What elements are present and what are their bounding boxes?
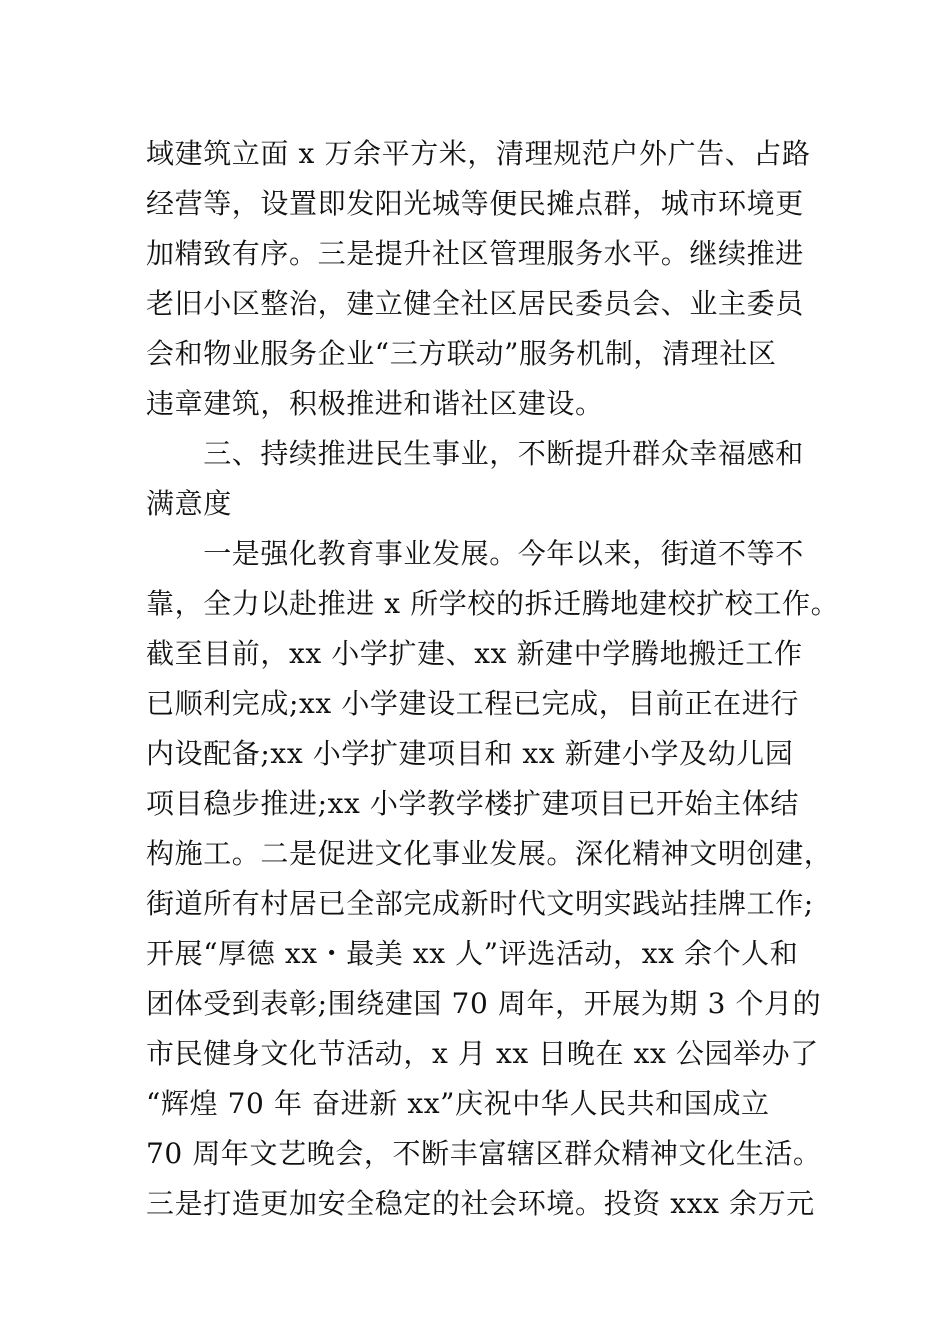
text-line: 70 周年文艺晚会，不断丰富辖区群众精神文化生活。 [146, 1137, 822, 1170]
text-line: 构施工。二是促进文化事业发展。深化精神文明创建， [146, 837, 833, 870]
text-line: 内设配备;xx 小学扩建项目和 xx 新建小学及幼儿园 [146, 737, 794, 770]
text-line: 一是强化教育事业发展。今年以来，街道不等不 [146, 537, 804, 570]
text-line: 街道所有村居已全部完成新时代文明实践站挂牌工作; [146, 887, 814, 920]
text-line: 已顺利完成;xx 小学建设工程已完成，目前正在进行 [146, 687, 799, 720]
text-line: 靠，全力以赴推进 x 所学校的拆迁腾地建校扩校工作。 [146, 587, 840, 620]
text-line: 老旧小区整治，建立健全社区居民委员会、业主委员 [146, 287, 804, 320]
text-line: 截至目前，xx 小学扩建、xx 新建中学腾地搬迁工作 [146, 637, 803, 670]
text-line: 三是打造更加安全稳定的社会环境。投资 xxx 余万元 [146, 1187, 815, 1220]
text-line: 域建筑立面 x 万余平方米，清理规范户外广告、占路 [146, 137, 811, 170]
section-heading: 三、持续推进民生事业，不断提升群众幸福感和 [146, 437, 804, 470]
section-heading-cont: 满意度 [146, 487, 232, 520]
text-line: 违章建筑，积极推进和谐社区建设。 [146, 387, 604, 420]
text-line: 会和物业服务企业“三方联动”服务机制，清理社区 [146, 337, 777, 370]
text-line: 开展“厚德 xx・最美 xx 人”评选活动，xx 余个人和 [146, 937, 799, 970]
text-line: 经营等，设置即发阳光城等便民摊点群，城市环境更 [146, 187, 804, 220]
text-line: “辉煌 70 年 奋进新 xx”庆祝中华人民共和国成立 [146, 1087, 770, 1120]
text-line: 团体受到表彰;围绕建国 70 周年，开展为期 3 个月的 [146, 987, 822, 1020]
text-line: 项目稳步推进;xx 小学教学楼扩建项目已开始主体结 [146, 787, 799, 820]
text-line: 市民健身文化节活动，x 月 xx 日晚在 xx 公园举办了 [146, 1037, 819, 1070]
text-line: 加精致有序。三是提升社区管理服务水平。继续推进 [146, 237, 804, 270]
